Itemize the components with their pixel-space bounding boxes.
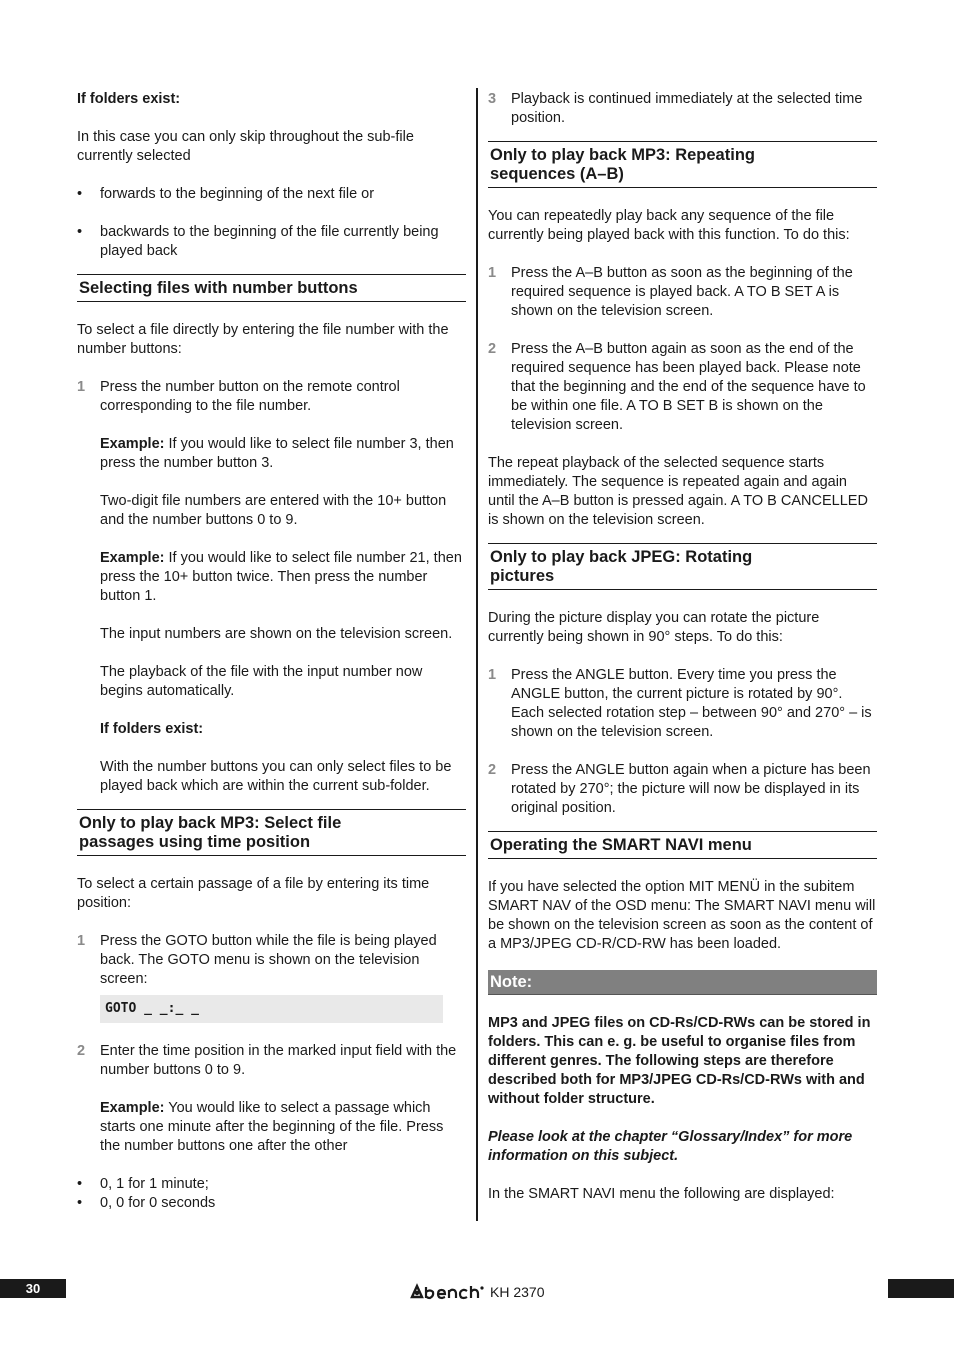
left-column: [77, 90, 466, 1213]
bullet-icon: •: [77, 1195, 83, 1211]
step-number: 2: [77, 1043, 86, 1059]
step-number: 1: [488, 667, 497, 683]
example-label: Example:: [100, 550, 165, 566]
section-heading-repeating: Only to play back MP3: Repeating sequences (A–B): [488, 141, 877, 188]
bullet-icon: •: [77, 1176, 83, 1192]
folders-intro: In this case you can only skip throughout the sub-file currently selected: [77, 129, 414, 164]
section-intro: To select a file directly by entering the file number with the number buttons:: [77, 322, 449, 357]
step-item: [488, 264, 877, 321]
bench-logo-icon: [410, 1283, 486, 1301]
section-heading-time-position: Only to play back MP3: Select file passages using time position: [77, 809, 466, 856]
step-text: Playback is continued immediately at the selected time position.: [511, 91, 863, 126]
footer: [410, 1281, 544, 1303]
step-item: [77, 1042, 466, 1080]
step-item: [77, 378, 466, 416]
step-text: Press the ANGLE button. Every time you press the ANGLE button, the current picture is rotated by 90°. Each selected rotation step – between 90° and 270° – is shown on the television screen.: [511, 667, 872, 740]
smart-navi-displayed: In the SMART NAVI menu the following are displayed:: [488, 1186, 835, 1202]
note-italic-text: Please look at the chapter “Glossary/Index” for more information on this subject.: [488, 1129, 853, 1164]
step-item: [488, 761, 877, 818]
example-label: Example:: [100, 436, 165, 452]
page-number: 30: [0, 1279, 66, 1298]
list-item: • 0, 0 for 0 seconds: [77, 1195, 216, 1211]
step-number: 1: [488, 265, 497, 281]
section-intro: You can repeatedly play back any sequence of the file currently being played back with this function. To do this:: [488, 208, 850, 243]
note-bar: Note:: [488, 970, 877, 995]
goto-display: GOTO _ _:_ _: [100, 995, 443, 1023]
step-item: [77, 932, 466, 989]
list-item: • 0, 1 for 1 minute;: [77, 1176, 209, 1192]
example-label: Example:: [100, 1100, 165, 1116]
step-text: Press the GOTO button while the file is being played back. The GOTO menu is shown on the television screen:: [100, 933, 437, 987]
section-heading-rotating: Only to play back JPEG: Rotating pictures: [488, 543, 877, 590]
list-item: • backwards to the beginning of the file currently being played back: [77, 224, 439, 259]
section-intro: If you have selected the option MIT MENÜ in the subitem SMART NAV of the OSD menu: The SMART NAVI menu will be shown on the television screen as soon as the content of a MP3/JPEG CD-R/CD-RW has been loaded.: [488, 879, 876, 952]
section-outro: The repeat playback of the selected sequence starts immediately. The sequence is repeated again and again until the A–B button is pressed again. A TO B CANCELLED is shown on the television screen.: [488, 455, 868, 528]
example-paragraph: Example: If you would like to select file number 3, then press the number button 3.: [100, 436, 454, 471]
input-shown-paragraph: The input numbers are shown on the television screen.: [100, 626, 453, 642]
step-number: 2: [488, 762, 497, 778]
column-divider: [476, 88, 478, 1221]
example-paragraph: Example: If you would like to select file number 21, then press the 10+ button twice. Then press the number button 1.: [100, 550, 462, 604]
section-intro: During the picture display you can rotate the picture currently being shown in 90° steps. To do this:: [488, 610, 820, 645]
right-column: [488, 90, 877, 1223]
folders-heading: If folders exist:: [77, 91, 181, 107]
step-text: Press the ANGLE button again when a picture has been rotated by 270°; the picture will now be displayed in its original position.: [511, 762, 871, 816]
step-number: 1: [77, 379, 86, 395]
step-text: Enter the time position in the marked input field with the number buttons 0 to 9.: [100, 1043, 457, 1078]
folders-paragraph: With the number buttons you can only select files to be played back which are within the current sub-folder.: [100, 759, 452, 794]
section-intro: To select a certain passage of a file by entering its time position:: [77, 876, 430, 911]
step-item: [488, 90, 877, 128]
playback-paragraph: The playback of the file with the input number now begins automatically.: [100, 664, 423, 699]
subheading: If folders exist:: [100, 721, 204, 737]
step-text: Press the A–B button as soon as the beginning of the required sequence is played back. A TO B SET A is shown on the television screen.: [511, 265, 853, 319]
bullet-icon: •: [77, 186, 83, 202]
step-number: 2: [488, 341, 497, 357]
edge-bar: [888, 1279, 954, 1298]
step-item: [488, 666, 877, 742]
bullet-icon: •: [77, 224, 83, 240]
section-heading-smart-navi: Operating the SMART NAVI menu: [488, 831, 877, 859]
section-heading-number-buttons: Selecting files with number buttons: [77, 274, 466, 302]
step-number: 1: [77, 933, 86, 949]
step-text: Press the A–B button again as soon as the end of the required sequence has been played back. Please note that the beginning and the end of the sequence have to be within one file. A TO B SET B is shown on the television screen.: [511, 341, 866, 433]
note-bold-text: MP3 and JPEG files on CD-Rs/CD-RWs can be stored in folders. This can e. g. be useful to organise files from different genres. The following steps are therefore described both for MP3/JPEG CD-Rs/CD-RWs with and without folder structure.: [488, 1015, 871, 1107]
list-item: • forwards to the beginning of the next file or: [77, 186, 375, 202]
two-digit-paragraph: Two-digit file numbers are entered with the 10+ button and the number buttons 0 to 9.: [100, 493, 447, 528]
step-number: 3: [488, 91, 497, 107]
step-text: Press the number button on the remote control corresponding to the file number.: [100, 379, 400, 414]
step-item: [488, 340, 877, 435]
example-paragraph: Example: You would like to select a passage which starts one minute after the beginning of the file. Press the number buttons one after the other: [100, 1100, 444, 1154]
model-number: KH 2370: [490, 1283, 545, 1300]
